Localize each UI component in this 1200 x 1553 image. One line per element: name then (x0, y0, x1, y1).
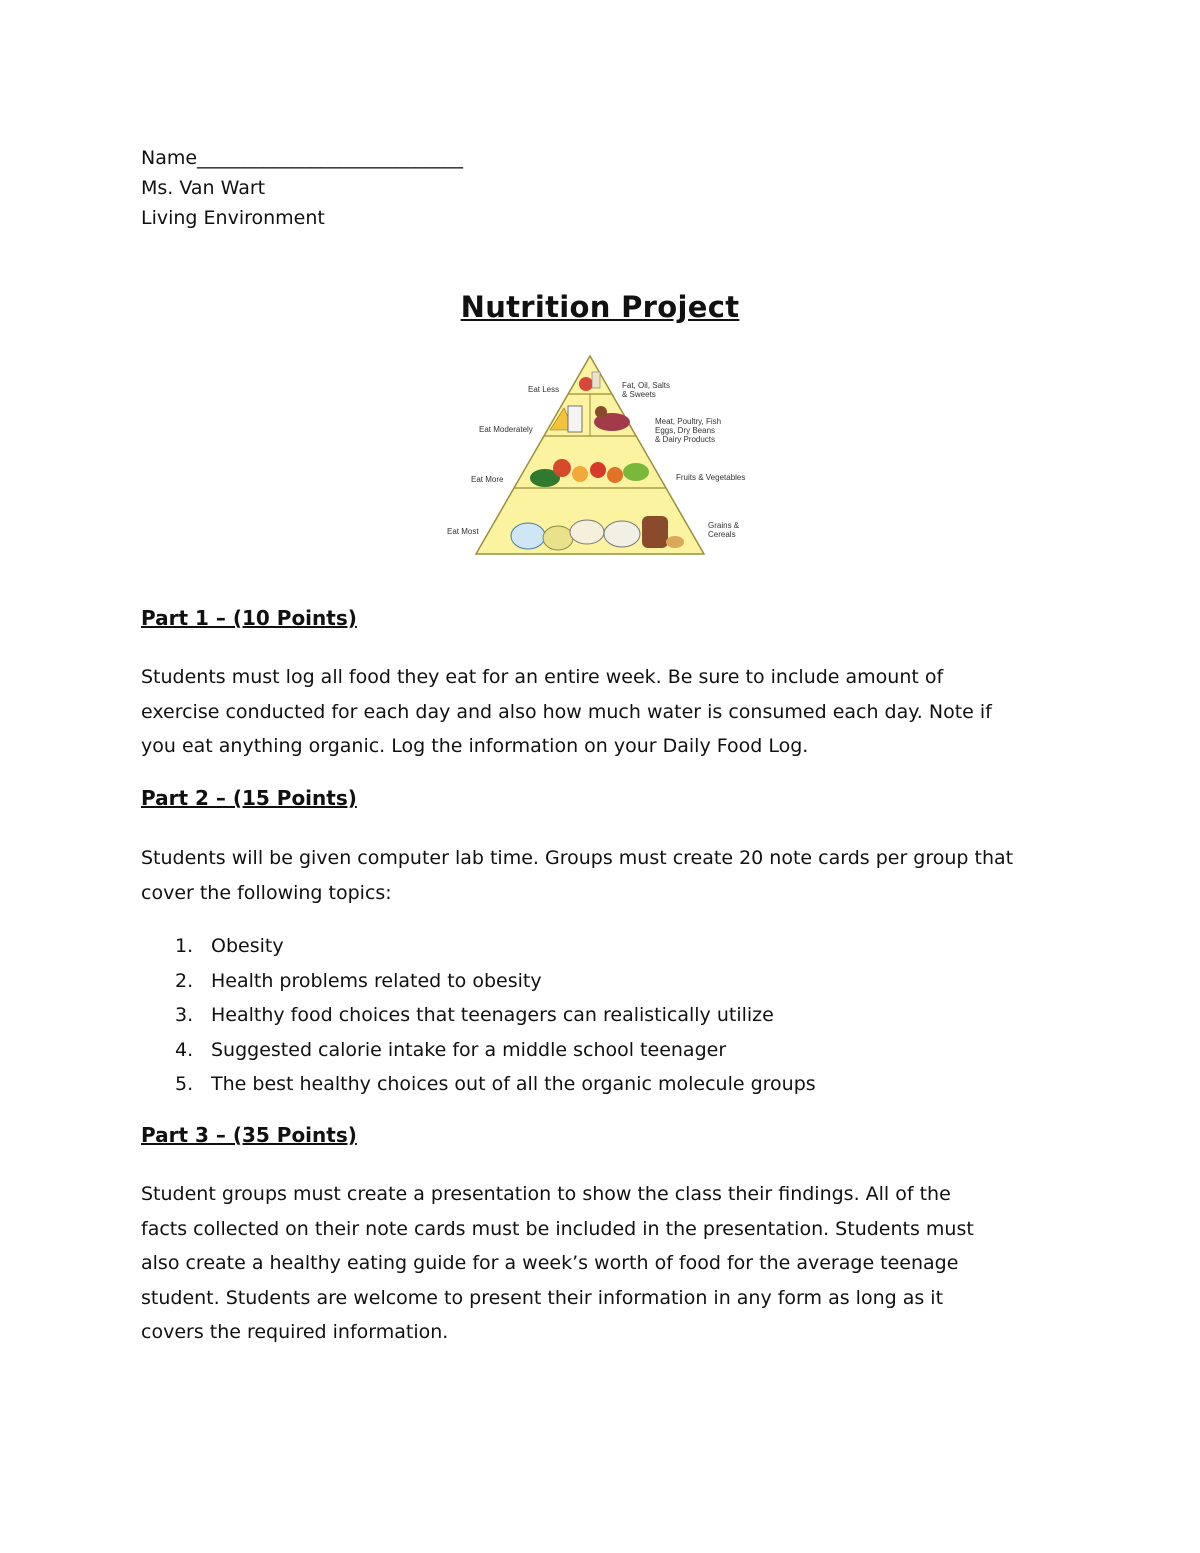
pyramid-label-protein-2: Eggs, Dry Beans (655, 426, 716, 435)
list-text: Obesity (211, 935, 284, 957)
pyramid-label-fats-1: Fat, Oil, Salts (622, 381, 671, 390)
food-pyramid-image (440, 350, 760, 582)
part3-line: facts collected on their note cards must be included in the presentation. Students must (141, 1217, 974, 1240)
pyramid-label-protein-3: & Dairy Products (655, 435, 716, 444)
part2-heading: Part 2 – (15 Points) (141, 786, 357, 810)
part1-paragraph (141, 660, 1071, 764)
list-text: The best healthy choices out of all the organic molecule groups (211, 1073, 816, 1096)
list-number: 2. (175, 969, 194, 992)
pyramid-label-grains-2: Cereals (708, 530, 736, 539)
pyramid-label-eat-moderately: Eat Moderately (479, 425, 533, 434)
part2-paragraph (141, 841, 1071, 910)
part2-line: cover the following topics: (141, 881, 392, 904)
part3-paragraph (141, 1177, 1071, 1350)
part1-heading: Part 1 – (10 Points) (141, 606, 357, 630)
list-text: Suggested calorie intake for a middle school teenager (211, 1038, 727, 1061)
part1-line: Students must log all food they eat for an entire week. Be sure to include amount of (141, 666, 944, 688)
list-text: Healthy food choices that teenagers can realistically utilize (211, 1004, 774, 1027)
pyramid-label-protein-1: Meat, Poultry, Fish (655, 417, 722, 426)
course-name: Living Environment (141, 207, 325, 229)
pyramid-label-fats-2: & Sweets (622, 390, 656, 399)
part3-line: covers the required information. (141, 1321, 449, 1343)
part1-line: you eat anything organic. Log the information on your Daily Food Log. (141, 735, 809, 757)
part1-line: exercise conducted for each day and also how much water is consumed each day. Note if (141, 700, 992, 723)
part3-line: Student groups must create a presentation to show the class their findings. All of the (141, 1183, 951, 1205)
pyramid-label-eat-more: Eat More (471, 475, 504, 484)
list-number: 1. (175, 935, 194, 957)
list-number: 4. (175, 1038, 194, 1061)
pyramid-label-eat-most: Eat Most (447, 527, 479, 536)
part3-heading: Part 3 – (35 Points) (141, 1123, 357, 1147)
part3-line: student. Students are welcome to present their information in any form as long as it (141, 1286, 944, 1309)
list-number: 5. (175, 1073, 194, 1096)
name-line: Name____________________________ (141, 147, 464, 169)
part2-line: Students will be given computer lab time. Groups must create 20 note cards per group that (141, 847, 1014, 869)
list-number: 3. (175, 1004, 194, 1027)
page-title: Nutrition Project (460, 290, 740, 324)
header-block (141, 143, 463, 233)
pyramid-label-grains-1: Grains & (708, 521, 740, 530)
teacher-name: Ms. Van Wart (141, 177, 266, 199)
part3-line: also create a healthy eating guide for a week’s worth of food for the average teenage (141, 1252, 959, 1274)
pyramid-label-produce: Fruits & Vegetables (676, 473, 746, 482)
list-text: Health problems related to obesity (211, 969, 542, 992)
pyramid-label-eat-less: Eat Less (528, 385, 560, 394)
